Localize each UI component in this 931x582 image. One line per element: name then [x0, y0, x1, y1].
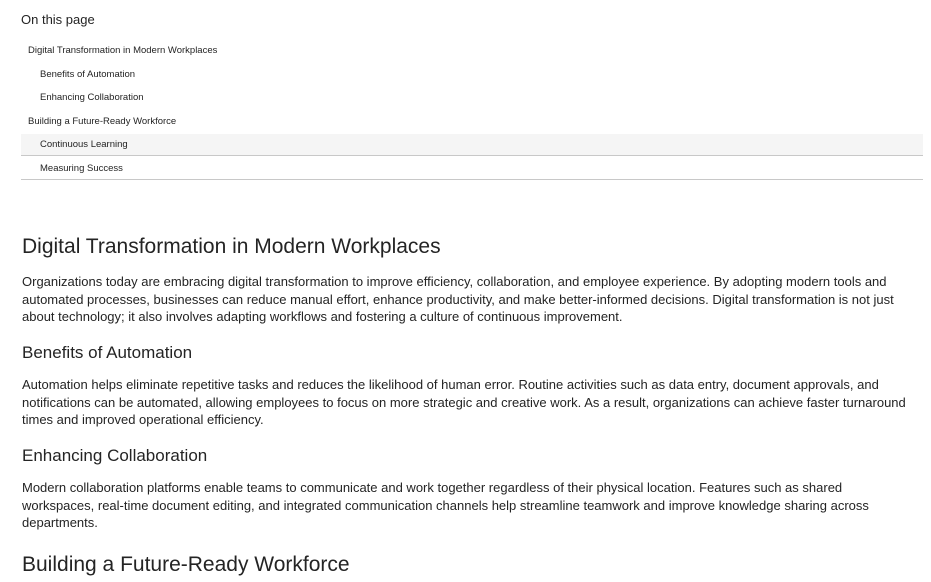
toc-link-enhancing-collaboration[interactable]	[21, 87, 923, 109]
toc-heading: On this page	[21, 12, 95, 27]
toc-link-measuring-success[interactable]	[21, 158, 923, 180]
toc-link-label: Digital Transformation in Modern Workplaces	[28, 45, 218, 56]
section-heading-digital-transformation: Digital Transformation in Modern Workplaces	[22, 235, 441, 258]
subsection-body-benefits-of-automation: Automation helps eliminate repetitive tasks and reduces the likelihood of human error. Routine activities such as data entry, document approvals, and notifications can be automated, allowing employees to focus on more strategic and creative work. As a result, organizations can achieve faster turnaround times and improved operational efficiency.	[22, 377, 906, 427]
toc-link-digital-transformation[interactable]	[21, 40, 923, 62]
subsection-body-enhancing-collaboration: Modern collaboration platforms enable teams to communicate and work together regardless of their physical location. Features such as shared workspaces, real-time document editing, and integrated communication channels help streamline teamwork and improve knowledge sharing across departments.	[22, 480, 869, 530]
toc-link-label: Measuring Success	[40, 163, 123, 174]
section-body-digital-transformation: Organizations today are embracing digital transformation to improve efficiency, collaboration, and employee experience. By adopting modern tools and automated processes, businesses can reduce manual effort, enhance productivity, and make better-informed decisions. Digital transformation is not just about technology; it also involves adapting workflows and fostering a culture of continuous improvement.	[22, 274, 894, 324]
toc-link-label: Benefits of Automation	[40, 69, 136, 80]
toc-link-label: Continuous Learning	[40, 139, 128, 150]
subsection-heading-enhancing-collaboration: Enhancing Collaboration	[22, 446, 208, 465]
toc-link-label: Enhancing Collaboration	[40, 92, 144, 103]
toc-link-continuous-learning[interactable]	[21, 134, 923, 156]
toc-link-label: Building a Future-Ready Workforce	[28, 116, 177, 127]
section-heading-future-ready-workforce: Building a Future-Ready Workforce	[22, 553, 350, 576]
toc-link-future-ready-workforce[interactable]	[21, 111, 923, 133]
toc-link-benefits-of-automation[interactable]	[21, 64, 923, 86]
subsection-heading-benefits-of-automation: Benefits of Automation	[22, 343, 193, 362]
